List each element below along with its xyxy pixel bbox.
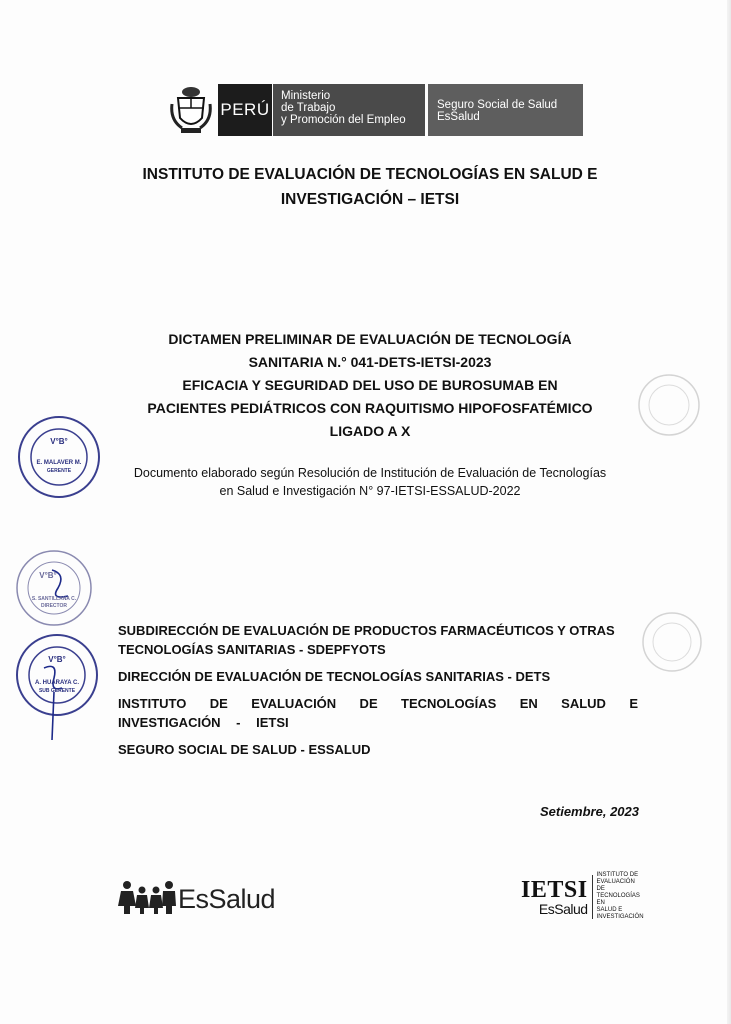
dictamen-line-5: LIGADO A X — [329, 423, 411, 439]
ietsi-desc-line-3: TECNOLOGÍAS EN — [596, 893, 640, 906]
document-date: Setiembre, 2023 — [539, 804, 639, 819]
ietsi-logo-divider — [592, 875, 593, 919]
approval-stamp-director — [14, 548, 94, 628]
ministry-line-2: de Trabajo — [281, 102, 336, 114]
ietsi-logo-description — [596, 872, 644, 921]
ietsi-desc-line-5: INVESTIGACIÓN — [596, 914, 644, 920]
entity-line-2: EsSalud — [437, 111, 480, 123]
institute-title-line-1: INSTITUTO DE EVALUACIÓN DE TECNOLOGÍAS EN SALUD E — [142, 166, 598, 183]
stamp-2-name: S. SANTILLANA C. — [31, 596, 77, 602]
organization-essalud: SEGURO SOCIAL DE SALUD - ESSALUD — [118, 742, 371, 757]
government-banner — [168, 84, 583, 136]
dictamen-line-4: PACIENTES PEDIÁTRICOS CON RAQUITISMO HIPOFOSFATÉMICO — [147, 400, 593, 416]
stamp-1-mark: V°B° — [50, 437, 68, 446]
peru-label: PERÚ — [218, 84, 272, 136]
organizations-list — [118, 621, 638, 767]
organization-dets: DIRECCIÓN DE EVALUACIÓN DE TECNOLOGÍAS SANITARIAS - DETS — [118, 669, 551, 684]
ministry-line-1: Ministerio — [281, 90, 331, 102]
stamp-2-mark: V°B° — [39, 571, 57, 580]
stamp-3-mark: V°B° — [48, 655, 66, 664]
faint-stamp-right-1 — [636, 372, 702, 438]
essalud-logo-text: EsSalud — [178, 884, 276, 914]
ietsi-logo-sub: EsSalud — [538, 900, 588, 917]
ietsi-desc-line-4: SALUD E — [596, 907, 623, 913]
family-figures-icon — [118, 880, 176, 914]
ietsi-desc-line-2: EVALUACIÓN DE — [596, 879, 635, 892]
ietsi-logo-text: IETSI — [521, 876, 588, 903]
approval-stamp-gerente — [16, 414, 102, 500]
page-edge — [727, 0, 731, 1024]
document-note-line-1: Documento elaborado según Resolución de Institución de Evaluación de Tecnologías — [133, 466, 607, 480]
dictamen-title — [110, 328, 630, 443]
ietsi-desc-line-1: INSTITUTO DE — [596, 872, 639, 878]
ministry-line-3: y Promoción del Empleo — [281, 114, 406, 126]
approval-stamp-subgerente — [14, 632, 100, 742]
stamp-3-role: SUB GERENTE — [38, 688, 76, 694]
ietsi-logo-main — [521, 878, 588, 916]
faint-stamp-right-2 — [640, 610, 704, 674]
institute-title — [110, 162, 630, 212]
document-note-line-2: en Salud e Investigación N° 97-IETSI-ESSALUD-2022 — [219, 484, 521, 498]
document-note — [100, 464, 640, 500]
entity-line-1: Seguro Social de Salud — [437, 99, 558, 111]
peru-coat-of-arms-icon — [168, 84, 214, 136]
ietsi-logo — [521, 872, 644, 921]
stamp-1-role: GERENTE — [46, 468, 72, 474]
entity-label — [428, 84, 583, 136]
stamp-3-name: A. HUARAYA C. — [34, 680, 80, 686]
organization-ietsi: INSTITUTO DE EVALUACIÓN DE TECNOLOGÍAS EN SALUD E INVESTIGACIÓN - IETSI — [118, 696, 638, 730]
dictamen-line-2: SANITARIA N.° 041-DETS-IETSI-2023 — [248, 354, 492, 370]
dictamen-line-1: DICTAMEN PRELIMINAR DE EVALUACIÓN DE TECNOLOGÍA — [168, 331, 572, 347]
stamp-1-name: E. MALAVER M. — [36, 460, 82, 466]
organization-sdepfyots: SUBDIRECCIÓN DE EVALUACIÓN DE PRODUCTOS FARMACÉUTICOS Y OTRAS TECNOLOGÍAS SANITARIAS - SDEPFYOTS — [118, 623, 615, 657]
stamp-2-role: DIRECTOR — [40, 603, 68, 609]
ministry-label — [273, 84, 425, 136]
dictamen-line-3: EFICACIA Y SEGURIDAD DEL USO DE BUROSUMAB EN — [182, 377, 558, 393]
essalud-logo — [118, 880, 275, 914]
institute-title-line-2: INVESTIGACIÓN – IETSI — [280, 191, 460, 208]
